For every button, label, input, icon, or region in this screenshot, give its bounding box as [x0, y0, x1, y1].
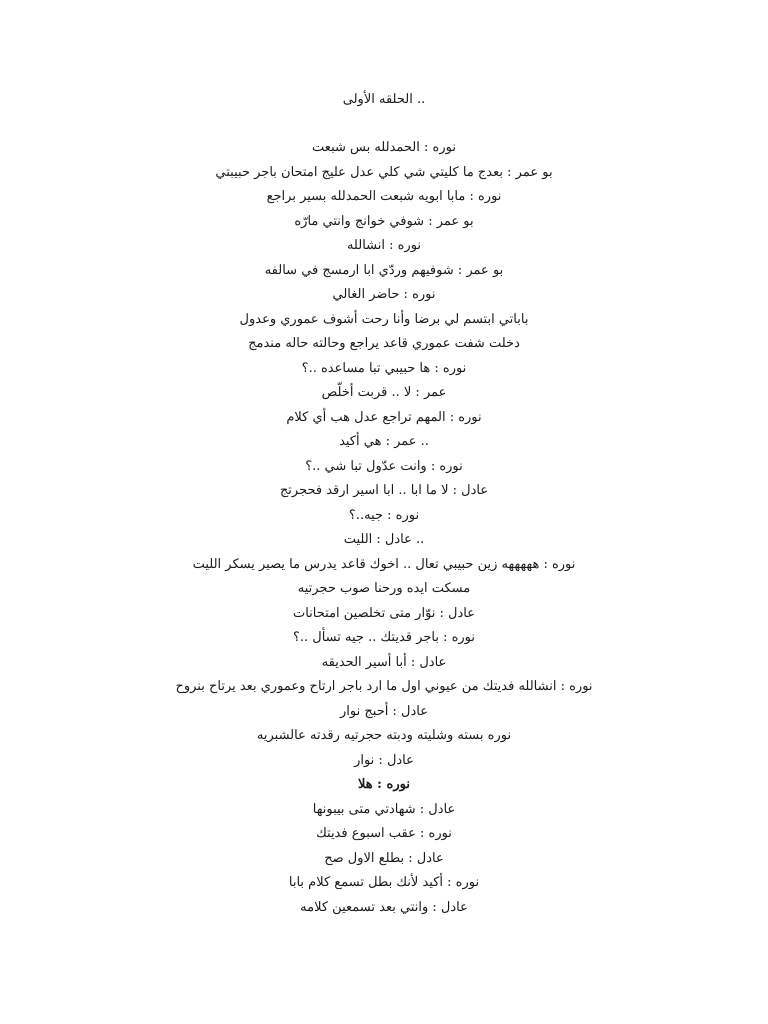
- chapter-title: .. الحلقه الأولى: [342, 92, 426, 107]
- text-line: نوره : هههههه زين حبيبي تعال .. اخوك قاعد يدرس ما يصير يسكر الليت: [192, 556, 576, 572]
- text-line: عادل : وانتي بعد تسمعين كلامه: [300, 899, 468, 915]
- text-line: بو عمر : بعدج ما كليتي شي كلي عدل عليج امتحان باجر حبيبتي: [215, 164, 553, 180]
- text-line: نوره : عقب اسبوع فديتك: [316, 826, 452, 841]
- text-line: عمر : لا .. قربت أخلّص: [321, 385, 447, 400]
- text-line: عادل : شهادتي متى بيبونها: [312, 801, 456, 817]
- text-line: عادل : أحبج نوار: [340, 703, 428, 719]
- text-line: .. عمر : هي أكيد: [339, 434, 429, 449]
- text-line: عادل : نوّار متى تخلصين امتحانات: [292, 605, 475, 621]
- text-line: نوره : جيه..؟: [348, 507, 420, 523]
- text-line: نوره : هلا: [358, 777, 410, 792]
- text-line: نوره : مابا ابويه شبعت الحمدلله بسير براجع: [266, 189, 502, 204]
- text-line: دخلت شفت عموري قاعد يراجع وحالته حاله مندمج: [248, 336, 520, 351]
- text-line: نوره : أكيد لأنك بطل تسمع كلام بابا: [288, 875, 480, 890]
- text-line: نوره : وانت عدّول تبا شي ..؟: [305, 458, 463, 474]
- text-line: نوره : الحمدلله بس شبعت: [312, 140, 456, 155]
- text-line: بو عمر : شوفيهم وردّي ابا ارمسج في سالفه: [264, 262, 504, 278]
- text-line: عادل : أبا أسير الحديقه: [321, 654, 447, 670]
- text-line: نوره : حاضر الغالي: [332, 287, 436, 302]
- text-line: عادل : لا ما ابا .. ابا اسير ارقد فحجرتج: [279, 483, 489, 498]
- text-line: نوره : باجر قديتك .. جيه تسأل ..؟: [292, 630, 476, 645]
- document-text: [110, 88, 658, 920]
- text-line: مسكت ايده ورحنا صوب حجرتيه: [297, 581, 471, 596]
- text-line: نوره : ها حبيبي تبا مساعده ..؟: [301, 360, 467, 376]
- text-line: عادل : نوار: [354, 752, 414, 768]
- text-line: عادل : بطلع الاول صح: [324, 850, 444, 866]
- text-line: نوره : المهم تراجع عدل هب أي كلام: [286, 409, 482, 425]
- text-line: بو عمر : شوفي خوانج وانتي مارّه: [294, 213, 474, 229]
- text-line: نوره : انشالله: [346, 238, 422, 253]
- text-line: .. عادل : الليت: [343, 532, 425, 547]
- text-line: نوره : انشالله فديتك من عيوني اول ما ارد باجر ارتاح وعموري بعد يرتاح بنروح: [175, 679, 593, 694]
- text-line: باباتي ابتسم لي برضا وأنا رحت أشوف عموري وعدول: [239, 311, 529, 327]
- text-line: نوره بسته وشليته ودبته حجرتيه رقدته عالشبريه: [256, 728, 512, 743]
